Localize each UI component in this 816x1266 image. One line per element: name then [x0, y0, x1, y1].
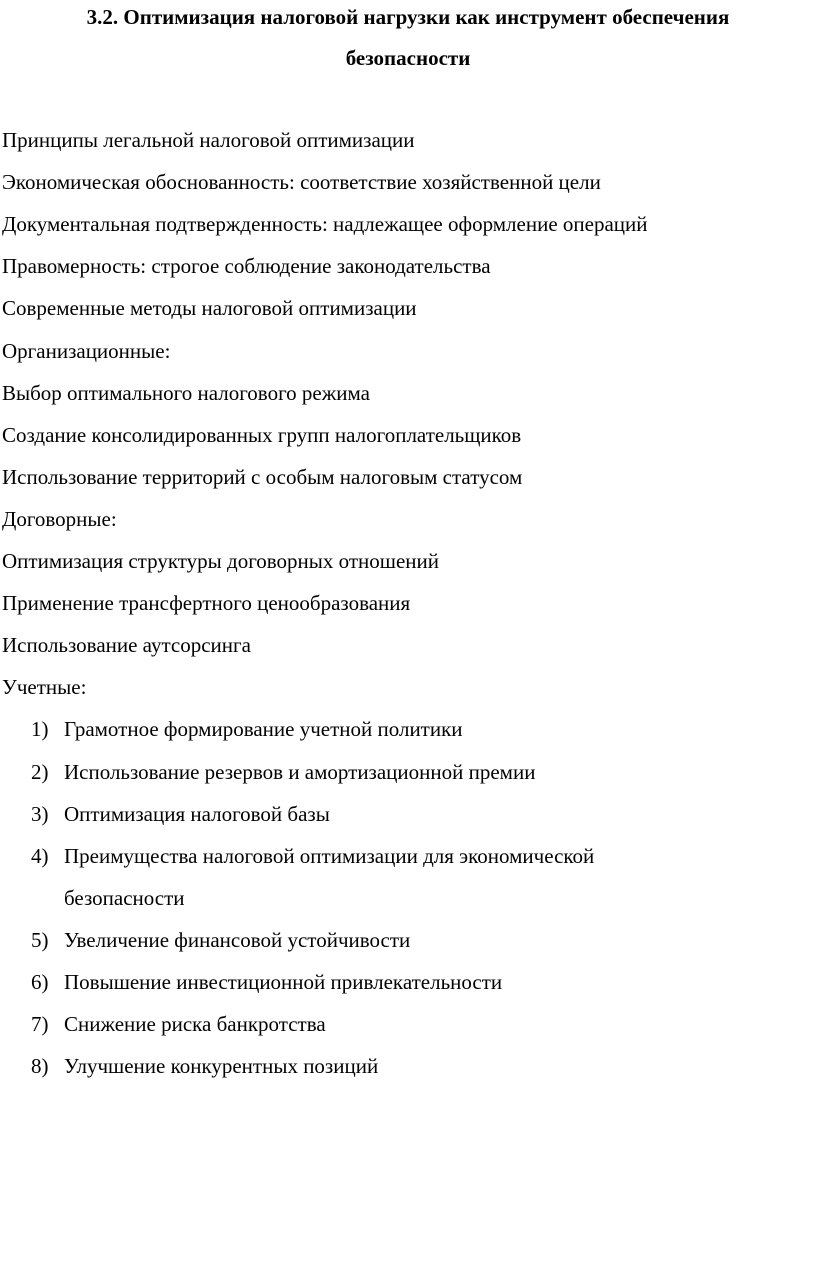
section-title-continuation: безопасности	[345, 46, 471, 70]
list-item-text: Улучшение конкурентных позиций	[64, 1054, 379, 1078]
paragraph-organizational-heading: Организационные:	[2, 339, 171, 363]
list-item-number: 1)	[31, 717, 49, 741]
paragraph: Использование аутсорсинга	[2, 633, 251, 657]
paragraph: Применение трансфертного ценообразования	[2, 591, 411, 615]
list-item-text: Снижение риска банкротства	[64, 1012, 326, 1036]
paragraph: Использование территорий с особым налоговым статусом	[2, 465, 523, 489]
list-item-text-continuation: безопасности	[64, 886, 185, 910]
list-item-number: 8)	[31, 1054, 49, 1078]
list-item-number: 5)	[31, 928, 49, 952]
list-item-text: Грамотное формирование учетной политики	[64, 717, 463, 741]
list-item-text: Преимущества налоговой оптимизации для экономической	[64, 844, 595, 868]
paragraph: Создание консолидированных групп налогоплательщиков	[2, 423, 522, 447]
list-item-number: 6)	[31, 970, 49, 994]
list-item-text: Повышение инвестиционной привлекательности	[64, 970, 503, 994]
list-item-text: Оптимизация налоговой базы	[64, 802, 330, 826]
list-item-text: Увеличение финансовой устойчивости	[64, 928, 411, 952]
paragraph-principles-heading: Принципы легальной налоговой оптимизации	[2, 128, 415, 152]
list-item-number: 3)	[31, 802, 49, 826]
paragraph-accounting-heading: Учетные:	[2, 675, 87, 699]
paragraph: Правомерность: строгое соблюдение законодательства	[2, 254, 491, 278]
section-title: 3.2. Оптимизация налоговой нагрузки как инструмент обеспечения	[86, 5, 730, 29]
paragraph: Экономическая обоснованность: соответствие хозяйственной цели	[2, 170, 601, 194]
paragraph: Документальная подтвержденность: надлежащее оформление операций	[2, 212, 648, 236]
paragraph: Выбор оптимального налогового режима	[2, 381, 370, 405]
paragraph-contractual-heading: Договорные:	[2, 507, 117, 531]
paragraph: Оптимизация структуры договорных отношений	[2, 549, 440, 573]
list-item-number: 2)	[31, 760, 49, 784]
paragraph-methods-heading: Современные методы налоговой оптимизации	[2, 296, 417, 320]
list-item-text: Использование резервов и амортизационной премии	[64, 760, 536, 784]
list-item-number: 4)	[31, 844, 49, 868]
list-item-number: 7)	[31, 1012, 49, 1036]
